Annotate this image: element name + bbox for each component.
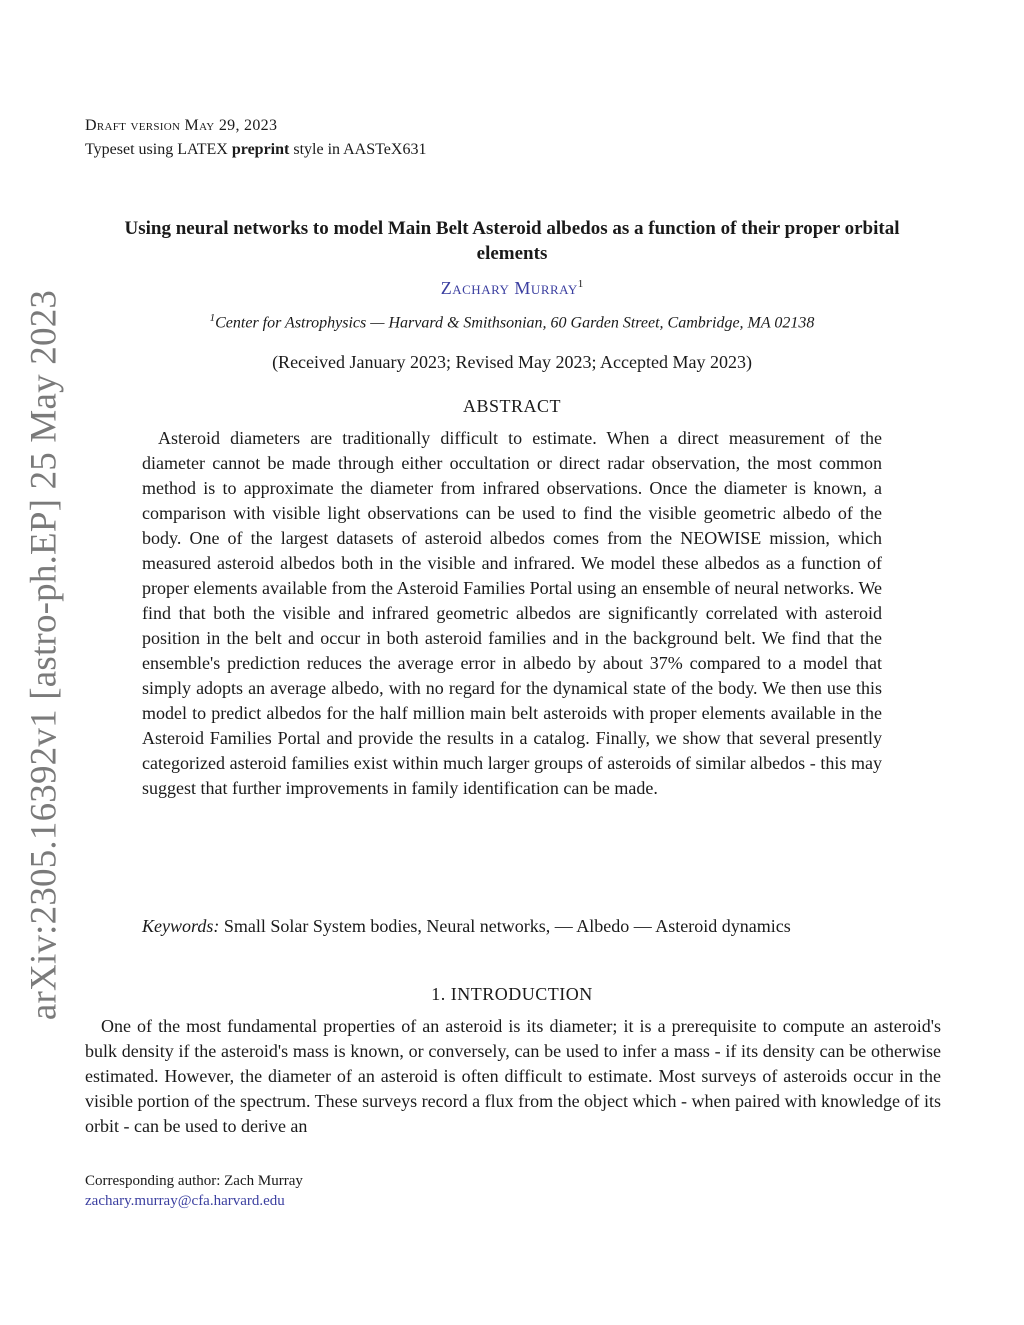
abstract-body: Asteroid diameters are traditionally difficult to estimate. When a direct measurement of the diameter cannot be made through either occultation or direct radar observation, the most common method is to approximate the diameter from infrared observations. Once the diameter is known, a comparison with visible light observations can be used to find the visible geometric albedo of the body. One of the largest datasets of asteroid albedos comes from the NEOWISE mission, which measured asteroid albedos both in the visible and infrared. We model these albedos as a function of proper elements available from the Asteroid Families Portal using an ensemble of neural networks. We find that both the visible and infrared geometric albedos are significantly correlated with asteroid position in the belt and occur in both asteroid families and in the background belt. We find that the ensemble's prediction reduces the average error in albedo by about 37% compared to a model that simply adopts an average albedo, with no regard for the dynamical state of the body. We then use this model to predict albedos for the half million main belt asteroids with proper elements available in the Asteroid Families Portal and provide the results in a catalog. Finally, we show that several presently categorized asteroid families exist within much larger groups of asteroids of similar albedos - this may suggest that further improvements in family identification can be made. (142, 428, 882, 798)
typeset-line (85, 141, 426, 159)
typeset-prefix: Typeset using LATEX (85, 141, 228, 158)
typeset-suffix: style in AASTeX631 (293, 141, 427, 158)
arxiv-sidebar-id: arXiv:2305.16392v1 [astro-ph.EP] 25 May 2023 (23, 289, 65, 1021)
draft-version-line: Draft version May 29, 2023 (85, 117, 278, 134)
introduction-body: One of the most fundamental properties of an asteroid is its diameter; it is a prerequisite to compute an asteroid's bulk density if the asteroid's mass is known, or conversely, can be used to infer a mass - if its density can be otherwise estimated. However, the diameter of an asteroid is often difficult to estimate. Most surveys of asteroids occur in the visible portion of the spectrum. These surveys record a flux from the object which - when paired with knowledge of its orbit - can be used to derive an (85, 1016, 941, 1136)
author-name-link[interactable]: Zachary Murray (440, 278, 578, 298)
paper-title: Using neural networks to model Main Belt Asteroid albedos as a function of their proper orbital elements (124, 218, 900, 264)
abstract-heading: ABSTRACT (462, 396, 562, 416)
affiliation-line (0, 312, 1024, 332)
keywords-text: Small Solar System bodies, Neural networks, — Albedo — Asteroid dynamics (223, 916, 791, 936)
author-affiliation-mark: 1 (577, 278, 584, 290)
affiliation-mark: 1 (209, 312, 216, 324)
corresponding-author-text: Corresponding author: Zach Murray (85, 1173, 303, 1189)
keywords-label: Keywords: (142, 916, 220, 936)
keywords-block (142, 914, 882, 939)
author-email-link[interactable]: zachary.murray@cfa.harvard.edu (85, 1193, 285, 1209)
typeset-style: preprint (231, 141, 290, 158)
author-line (0, 278, 1024, 299)
corresponding-author-footnote (85, 1171, 303, 1211)
received-dates: (Received January 2023; Revised May 2023; Accepted May 2023) (272, 352, 752, 372)
affiliation-text: Center for Astrophysics — Harvard & Smithsonian, 60 Garden Street, Cambridge, MA 02138 (215, 314, 815, 332)
introduction-heading: 1. INTRODUCTION (431, 984, 593, 1004)
